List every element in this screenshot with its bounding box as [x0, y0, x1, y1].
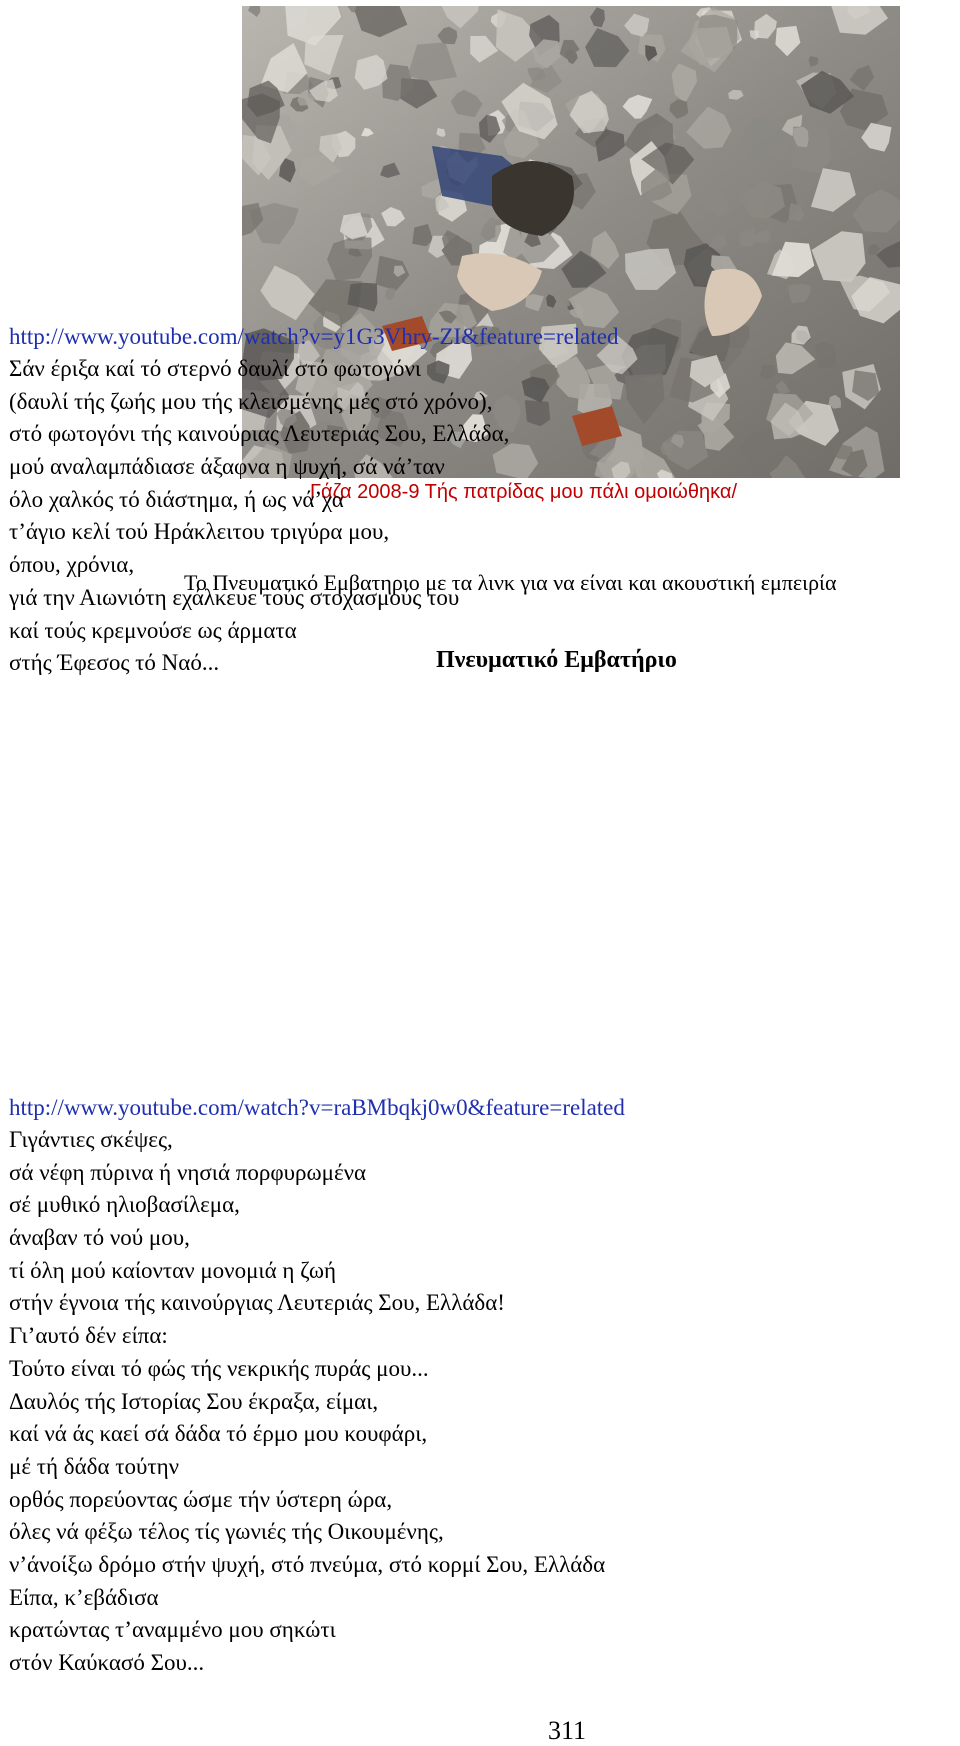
- poem-line: ορθός πορεύοντας ώσμε τήν ύστερη ώρα,: [9, 1486, 393, 1512]
- poem-line: σέ μυθικό ηλιοβασίλεμα,: [9, 1192, 240, 1218]
- poem-line: όλο χαλκός τό διάστημα, ή ως νά’χα: [9, 486, 344, 512]
- poem-line: γιά την Αιωνιότη εχάλκευε τούς στοχασμούς του: [9, 584, 460, 610]
- poem-line: μού αναλαμπάδιασε άξαφνα η ψυχή, σά νά’ταν: [9, 454, 445, 480]
- poem-line: σά νέφη πύρινα ή νησιά πορφυρωμένα: [9, 1159, 367, 1185]
- page-number: 311: [548, 1716, 587, 1745]
- poem-line: τ’άγιο κελί τού Ηράκλειτου τριγύρα μου,: [9, 519, 390, 545]
- photo-caption: Γάζα 2008-9 Τής πατρίδας μου πάλι ομοιώθηκα/: [310, 481, 738, 503]
- poem-line: μέ τή δάδα τούτην: [9, 1453, 180, 1479]
- poem-line: Γιγάντιες σκέψες,: [9, 1127, 173, 1152]
- poem-line: Είπα, κ’εβάδισα: [9, 1584, 159, 1610]
- poem-line: Σάν έριξα καί τό στερνό δαυλί στό φωτογόνι: [9, 356, 422, 381]
- stanza-2: [9, 1092, 625, 1680]
- poem-line: όπου, χρόνια,: [9, 552, 135, 578]
- poem-line: (δαυλί τής ζωής μου τής κλεισμένης μές στό χρόνο),: [9, 388, 493, 414]
- poem-line: ν’άνοίξω δρόμο στήν ψυχή, στό πνεύμα, στό κορμί Σου, Ελλάδα: [9, 1551, 606, 1577]
- poem-line: στό φωτογόνι τής καινούριας Λευτεριάς Σου, Ελλάδα,: [9, 421, 510, 447]
- poem-title: Πνευματικό Εμβατήριο: [436, 647, 677, 673]
- poem-line: Γι’αυτό δέν είπα:: [9, 1323, 168, 1349]
- poem-line: όλες νά φέξω τέλος τίς γωνιές τής Οικουμένης,: [9, 1519, 444, 1545]
- poem-line: Δαυλός τής Ιστορίας Σου έκραξα, είμαι,: [9, 1388, 379, 1414]
- youtube-link-1[interactable]: http://www.youtube.com/watch?v=y1G3Vhry-ZI&feature=related: [9, 324, 619, 349]
- poem-line: στής Έφεσος τό Ναό...: [9, 650, 220, 676]
- intro-text: Το Πνευματικό Εμβατηριο με τα λινκ για να είναι και ακουστική εμπειρία: [184, 570, 837, 595]
- poem-line: κρατώντας τ’αναμμένο μου σηκώτι: [9, 1617, 336, 1643]
- poem-line: στήν έγνοια τής καινούργιας Λευτεριάς Σου, Ελλάδα!: [9, 1290, 505, 1316]
- poem-line: καί νά άς καεί σά δάδα τό έρμο μου κουφάρι,: [9, 1421, 428, 1447]
- youtube-link-2[interactable]: http://www.youtube.com/watch?v=raBMbqkj0w0&feature=related: [9, 1095, 625, 1120]
- stanza-1: [9, 321, 618, 680]
- poem-line: Τούτο είναι τό φώς τής νεκρικής πυράς μου...: [9, 1355, 429, 1381]
- poem-line: τί όλη μού καίονταν μονομιά η ζωή: [9, 1257, 337, 1283]
- poem-line: καί τούς κρεμνούσε ως άρματα: [9, 617, 297, 643]
- poem-line: άναβαν τό νού μου,: [9, 1225, 190, 1251]
- poem-line: στόν Καύκασό Σου...: [9, 1650, 205, 1675]
